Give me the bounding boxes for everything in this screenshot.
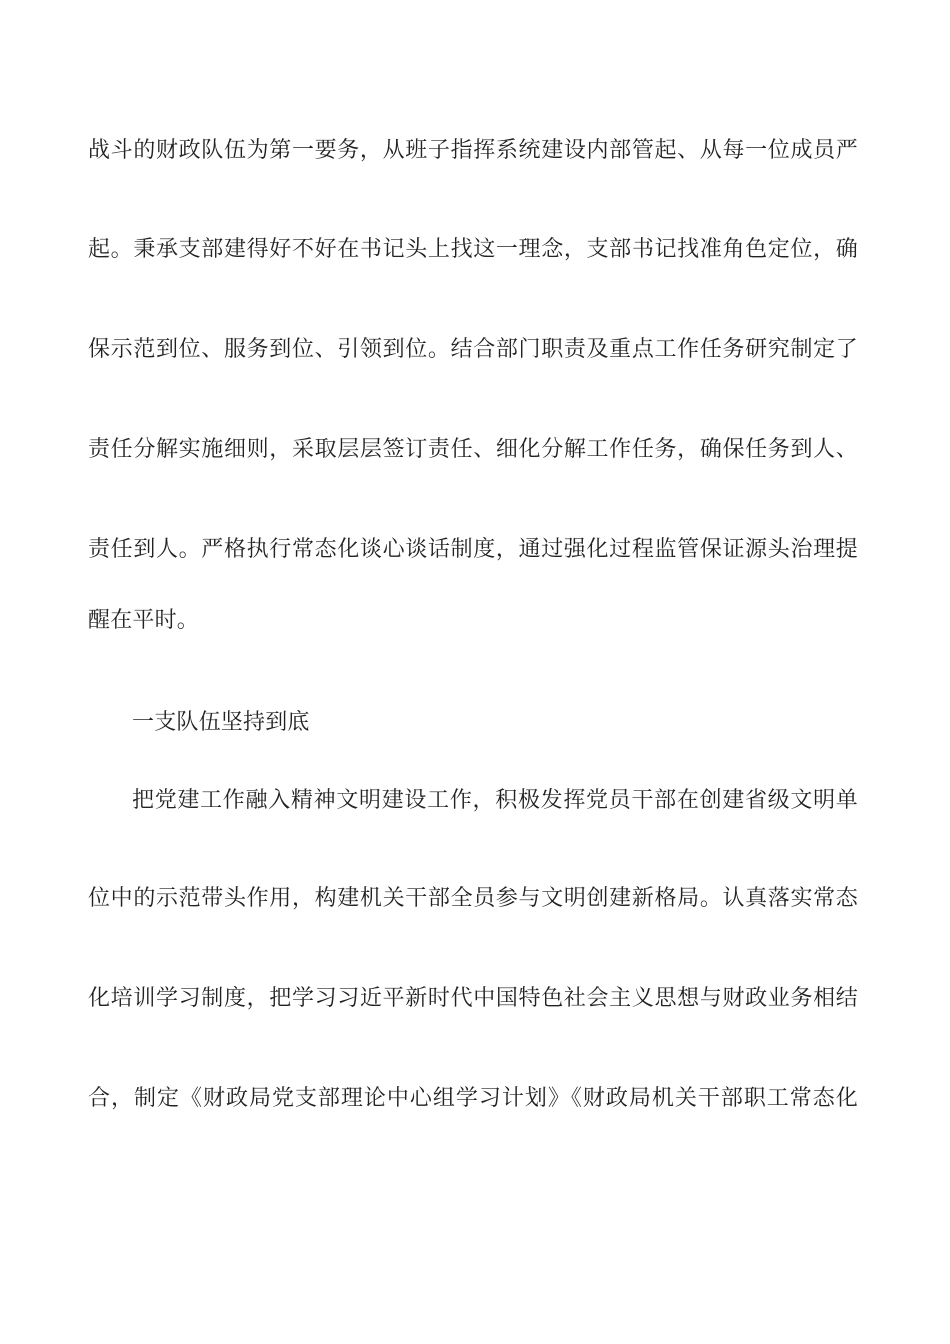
paragraph-line: 起。秉承支部建得好不好在书记头上找这一理念，支部书记找准角色定位，确 [88,237,858,262]
section-heading: 一支队伍坚持到底 [132,710,310,735]
paragraph-line: 合，制定《财政局党支部理论中心组学习计划》《财政局机关干部职工常态化 [88,1086,858,1111]
paragraph-line: 战斗的财政队伍为第一要务，从班子指挥系统建设内部管起、从每一位成员严 [88,138,858,163]
paragraph-line: 位中的示范带头作用，构建机关干部全员参与文明创建新格局。认真落实常态 [88,886,858,911]
paragraph-line: 保示范到位、服务到位、引领到位。结合部门职责及重点工作任务研究制定了 [88,337,858,362]
paragraph-line: 责任到人。严格执行常态化谈心谈话制度，通过强化过程监管保证源头治理提 [88,537,858,562]
paragraph-line: 把党建工作融入精神文明建设工作，积极发挥党员干部在创建省级文明单 [132,788,858,813]
paragraph-line: 责任分解实施细则，采取层层签订责任、细化分解工作任务，确保任务到人、 [88,437,858,462]
paragraph-line: 化培训学习制度，把学习习近平新时代中国特色社会主义思想与财政业务相结 [88,986,858,1011]
paragraph-line: 醒在平时。 [88,608,200,633]
